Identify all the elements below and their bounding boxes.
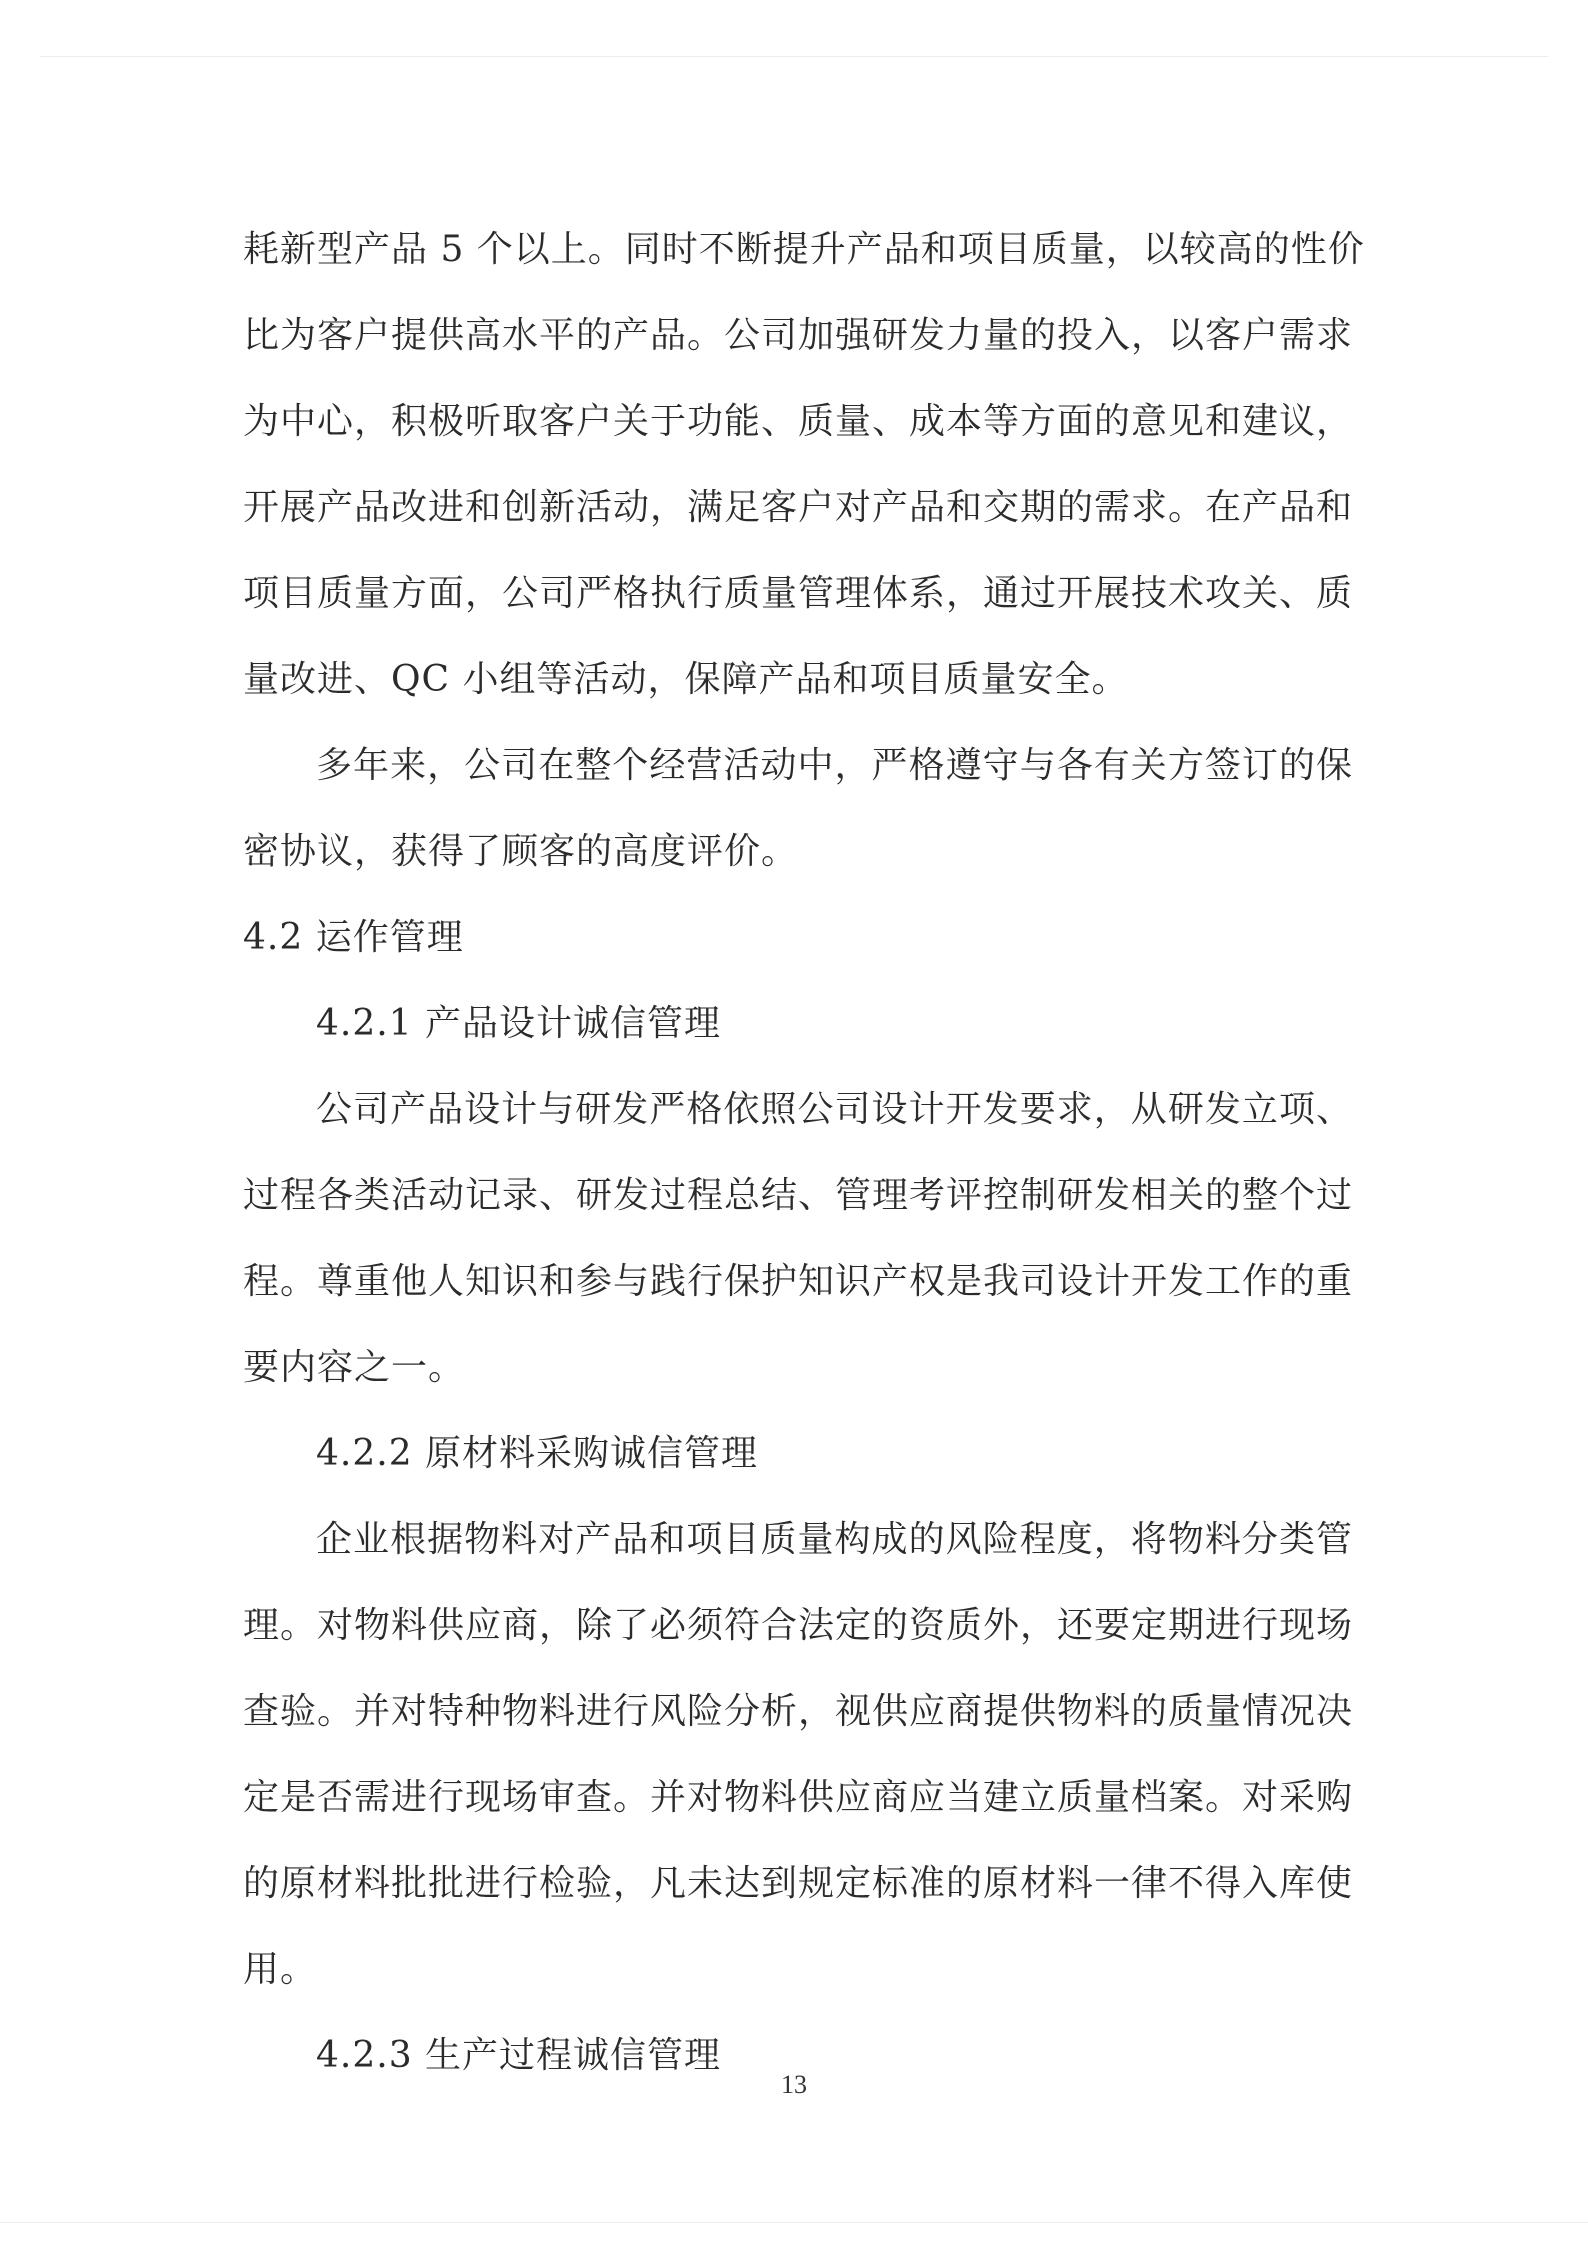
paragraph-line: 过程各类活动记录、研发过程总结、管理考评控制研发相关的整个过 bbox=[243, 1175, 1354, 1216]
paragraph-line: 密协议，获得了顾客的高度评价。 bbox=[243, 831, 799, 872]
section-heading: 4.2 运作管理 bbox=[243, 917, 464, 958]
paragraph-line: 公司产品设计与研发严格依照公司设计开发要求，从研发立项、 bbox=[316, 1089, 1353, 1130]
document-body bbox=[243, 207, 1365, 2099]
paragraph-line: 比为客户提供高水平的产品。公司加强研发力量的投入，以客户需求 bbox=[243, 315, 1354, 356]
header-rule bbox=[40, 56, 1548, 57]
subsection-heading: 4.2.1 产品设计诚信管理 bbox=[316, 1003, 722, 1044]
paragraph-line: 定是否需进行现场审查。并对物料供应商应当建立质量档案。对采购 bbox=[243, 1777, 1354, 1818]
subsection-heading: 4.2.3 生产过程诚信管理 bbox=[316, 2035, 722, 2076]
paragraph-line: 开展产品改进和创新活动，满足客户对产品和交期的需求。在产品和 bbox=[243, 487, 1354, 528]
paragraph-line: 用。 bbox=[243, 1949, 318, 1990]
paragraph-line: 要内容之一。 bbox=[243, 1347, 466, 1388]
paragraph-line: 程。尊重他人知识和参与践行保护知识产权是我司设计开发工作的重 bbox=[243, 1261, 1354, 1302]
paragraph-line: 的原材料批批进行检验，凡未达到规定标准的原材料一律不得入库使 bbox=[243, 1863, 1354, 1904]
footer-rule bbox=[0, 2222, 1588, 2223]
paragraph-line: 企业根据物料对产品和项目质量构成的风险程度，将物料分类管 bbox=[316, 1519, 1353, 1560]
paragraph-line: 项目质量方面，公司严格执行质量管理体系，通过开展技术攻关、质 bbox=[243, 573, 1354, 614]
page-number: 13 bbox=[781, 2070, 807, 2099]
paragraph-line: 为中心，积极听取客户关于功能、质量、成本等方面的意见和建议， bbox=[243, 401, 1354, 442]
paragraph-line: 查验。并对特种物料进行风险分析，视供应商提供物料的质量情况决 bbox=[243, 1691, 1354, 1732]
paragraph-line: 理。对物料供应商，除了必须符合法定的资质外，还要定期进行现场 bbox=[243, 1605, 1354, 1646]
paragraph-line: 多年来，公司在整个经营活动中，严格遵守与各有关方签订的保 bbox=[316, 745, 1353, 786]
paragraph-line: 量改进、QC 小组等活动，保障产品和项目质量安全。 bbox=[243, 659, 1129, 700]
subsection-heading: 4.2.2 原材料采购诚信管理 bbox=[316, 1433, 759, 1474]
paragraph-line: 耗新型产品 5 个以上。同时不断提升产品和项目质量，以较高的性价 bbox=[243, 229, 1365, 270]
